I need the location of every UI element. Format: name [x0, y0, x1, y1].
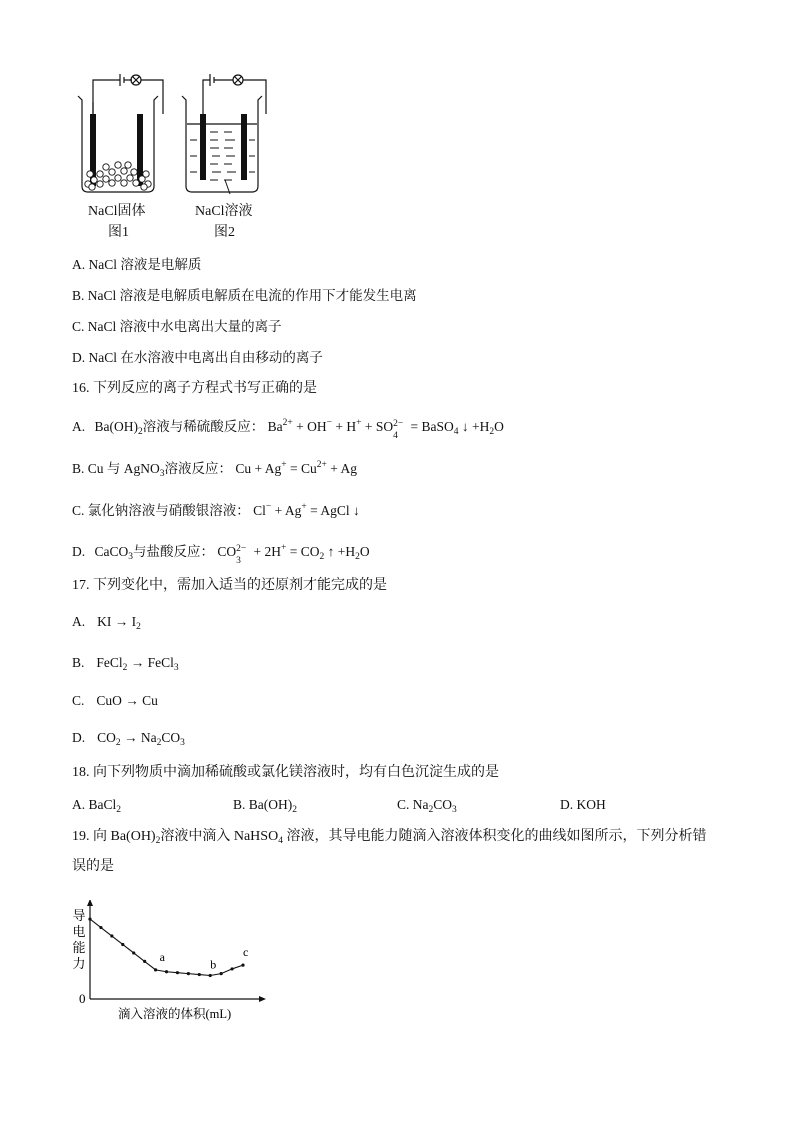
data-point [209, 974, 212, 977]
q15-option-c: C. NaCl 溶液中水电离出大量的离子 [72, 319, 282, 334]
data-point [187, 972, 190, 975]
q16-a-equation: $Ba^{2+} + OH^- + H^+$ + SO 2− 4 = BaSO$_4$ ↓ $+H_2O$ [267, 418, 504, 441]
origin-label: 0 [79, 991, 86, 1006]
x-axis-label: 滴入溶液的体积(mL) [118, 1007, 232, 1021]
q18-option-d: D. KOH [560, 797, 606, 812]
q16-d-equation: CO 2− 3 + $2H^+ = CO_2$ ↑ $+H_2O$ [217, 543, 370, 566]
q16-c-equation: Cl− + Ag+ = AgCl ↓ [253, 502, 360, 518]
q16-b-equation: $Cu + Ag^+ = Cu^{2+} + Ag$ [235, 460, 357, 476]
y-axis-label-char: 电 [72, 924, 86, 939]
q15-option-b: B. NaCl 溶液是电解质电解质在电流的作用下才能发生电离 [72, 288, 417, 303]
beaker1-label: NaCl固体 [88, 204, 146, 219]
data-point [143, 960, 146, 963]
q18-option-c: C. $Na_2CO_3$ [397, 797, 457, 815]
beaker2-label: NaCl溶液 [195, 204, 253, 219]
q16-option-d: D. CaCO$_3$与盐酸反应： CO 2− 3 + $2H^+ = CO_2$ ↑ $+H_2O$ [72, 543, 370, 566]
point-label-a: a [159, 949, 165, 964]
data-point [176, 971, 179, 974]
beaker1-figure-number: 图1 [108, 225, 129, 240]
data-point [121, 943, 124, 946]
q17-stem: 17. 下列变化中，需加入适当的还原剂才能完成的是 [72, 578, 387, 593]
q18-option-b: B. $Ba(OH)_2$ [233, 797, 297, 815]
conductivity-chart [68, 900, 278, 1025]
q18-option-a: A. BaCl$_2$ [72, 797, 122, 815]
q16-option-b: B. Cu 与 AgNO$_3$溶液反应： $Cu + Ag^+ = Cu^{2+} + Ag$ [72, 460, 357, 479]
q17-option-a: A. KI → $I_2$ [72, 614, 141, 632]
data-point [132, 951, 135, 954]
q15-option-d: D. NaCl 在水溶液中电离出自由移动的离子 [72, 350, 323, 365]
data-point [110, 934, 113, 937]
q16-a-reagent: $Ba(OH)_2$ [94, 419, 143, 437]
y-axis-arrow [87, 900, 93, 906]
q16-option-c: C. 氯化钠溶液与硝酸银溶液： Cl− + Ag+ = AgCl ↓ [72, 502, 360, 518]
data-point [220, 972, 223, 975]
x-axis-arrow [259, 996, 266, 1002]
data-point [198, 973, 201, 976]
q17-option-b: B. FeCl$_2$ → FeCl$_3$ [72, 655, 179, 673]
q17-option-d: D. $CO_2 \to Na_2CO_3$ [72, 730, 185, 748]
data-point [165, 970, 168, 973]
data-point [88, 918, 91, 921]
data-point [99, 926, 102, 929]
q16-a-label: A. [72, 419, 86, 434]
q16-stem: 16. 下列反应的离子方程式书写正确的是 [72, 381, 317, 396]
point-label-b: b [210, 957, 217, 972]
q17-option-c: C. CuO → Cu [72, 693, 158, 708]
y-axis-label-char: 能 [72, 940, 86, 955]
chart-axes [87, 900, 266, 1002]
q19-stem-line1: 19. 向 $Ba(OH)_2$溶液中滴入 NaHSO$_4$ 溶液，其导电能力随滴入溶液体积变化的曲线如图所示，下列分析错 [72, 829, 707, 846]
y-axis-label-char: 力 [72, 956, 86, 971]
q15-option-a: A. NaCl 溶液是电解质 [72, 257, 202, 272]
q18-stem: 18. 向下列物质中滴加稀硫酸或氯化镁溶液时，均有白色沉淀生成的是 [72, 765, 499, 780]
beaker2-figure-number: 图2 [214, 225, 235, 240]
data-point [241, 964, 244, 967]
data-point [230, 967, 233, 970]
y-axis-label-char: 导 [72, 908, 86, 923]
q19-stem-line2: 误的是 [72, 859, 114, 874]
data-point [154, 968, 157, 971]
conductivity-series-line [90, 919, 243, 975]
point-label-c: c [243, 945, 249, 960]
q16-option-a: A. $Ba(OH)_2$溶液与稀硫酸反应： $Ba^{2+} + OH^- + H^+$ + SO 2− 4 = BaSO$_4$ ↓ $+H_2O$ [72, 418, 504, 441]
